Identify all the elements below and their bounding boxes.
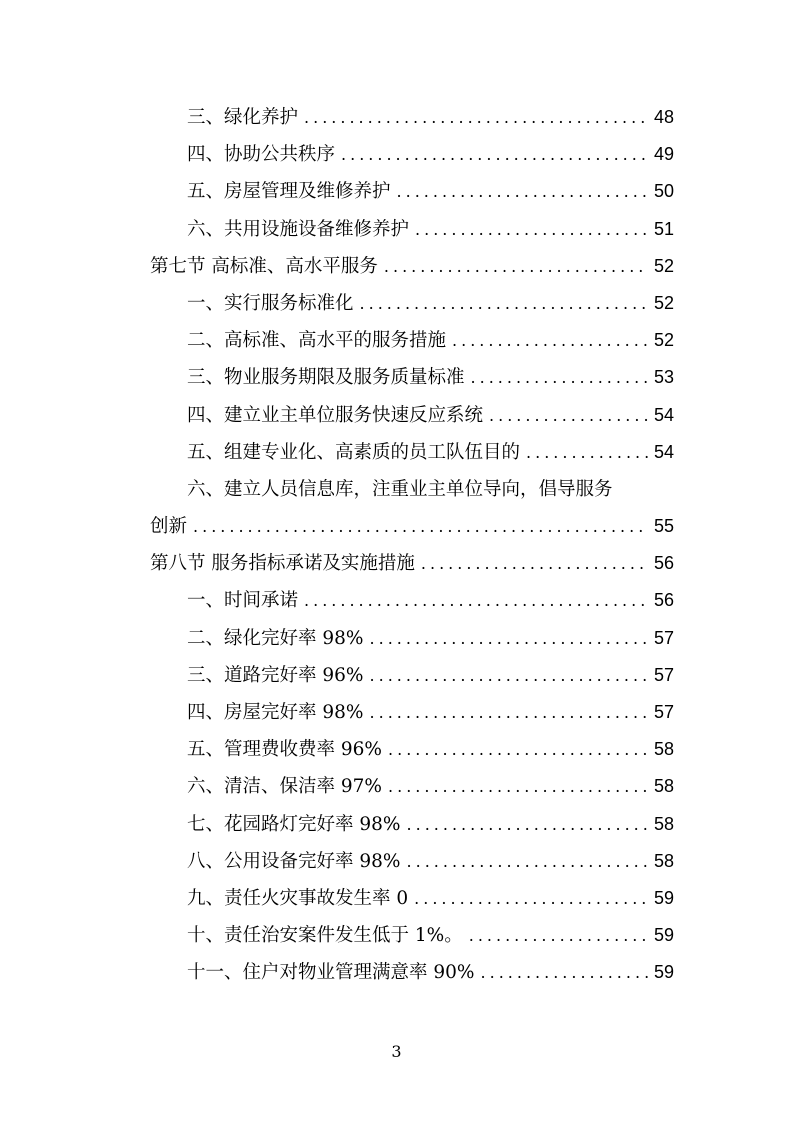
dot-leader (489, 397, 648, 434)
toc-entry-page: 58 (653, 739, 674, 760)
dot-leader (360, 285, 648, 322)
dot-leader (341, 136, 648, 173)
dot-leader (193, 508, 648, 545)
toc-entry-page: 54 (653, 404, 674, 425)
toc-entry-title: 三、物业服务期限及服务质量标准 (187, 367, 465, 389)
dot-leader (414, 880, 648, 917)
dot-leader (370, 694, 648, 731)
toc-entry[interactable] (150, 211, 674, 248)
toc-entry[interactable] (150, 285, 674, 322)
toc-entry-title: 一、实行服务标准化 (187, 292, 354, 314)
toc-entry[interactable] (150, 954, 674, 991)
toc-entry-title: 四、协助公共秩序 (187, 144, 336, 166)
toc-entry[interactable] (150, 806, 674, 843)
toc-entry[interactable] (150, 136, 674, 173)
toc-entry[interactable] (150, 397, 674, 434)
toc-entry-page: 53 (653, 367, 674, 388)
toc-entry-page: 58 (653, 776, 674, 797)
dot-leader (526, 434, 648, 471)
toc-entry-page: 57 (653, 664, 674, 685)
toc-entry[interactable] (150, 99, 674, 136)
toc-entry-page: 52 (653, 255, 674, 276)
toc-entry[interactable] (150, 471, 674, 545)
toc-entry-title: 四、建立业主单位服务快速反应系统 (187, 404, 484, 426)
toc-entry[interactable] (150, 843, 674, 880)
dot-leader (415, 211, 648, 248)
toc-entry-title: 三、绿化养护 (187, 107, 299, 128)
dot-leader (388, 731, 648, 768)
toc-entry-page: 50 (653, 181, 674, 202)
dot-leader (421, 545, 648, 582)
toc-entry-page: 57 (653, 627, 674, 648)
page-number: 3 (391, 1042, 402, 1061)
toc-entry-page: 52 (653, 330, 674, 351)
dot-leader (370, 657, 648, 694)
dot-leader (407, 806, 648, 843)
toc-entry-page: 49 (653, 144, 674, 165)
dot-leader (304, 582, 648, 619)
dot-leader (370, 620, 648, 657)
toc-entry-page: 59 (653, 962, 674, 983)
toc-entry-title: 二、高标准、高水平的服务措施 (187, 330, 447, 352)
toc-entry-page: 48 (653, 107, 674, 127)
toc-entry-title: 九、责任火灾事故发生率 0 (187, 887, 409, 909)
toc-entry-page: 56 (653, 590, 674, 611)
toc-entry-page: 59 (653, 887, 674, 908)
toc-entry-title: 一、时间承诺 (187, 590, 299, 612)
toc-entry[interactable] (150, 173, 674, 210)
dot-leader (388, 768, 648, 805)
toc-section-entry[interactable] (150, 545, 674, 582)
dot-leader (469, 917, 648, 954)
toc-section-entry[interactable] (150, 248, 674, 285)
dot-leader (471, 359, 648, 396)
toc-entry-page: 58 (653, 850, 674, 871)
toc-entry-page: 59 (653, 925, 674, 946)
toc-entry[interactable] (150, 322, 674, 359)
toc-entry-title: 三、道路完好率 96% (187, 664, 364, 686)
dot-leader (304, 99, 648, 136)
toc-entry-title: 四、房屋完好率 98% (187, 702, 364, 723)
toc-entry-title: 第七节 高标准、高水平服务 (150, 255, 378, 277)
toc-entry-page: 51 (653, 218, 674, 239)
toc-entry[interactable] (150, 620, 674, 657)
dot-leader (407, 843, 648, 880)
dot-leader (397, 173, 648, 210)
toc-entry-page: 58 (653, 813, 674, 834)
toc-entry-page: 55 (653, 516, 674, 537)
dot-leader (481, 954, 648, 991)
toc-entry-title: 七、花园路灯完好率 98% (187, 813, 401, 835)
toc-entry[interactable] (150, 768, 674, 805)
toc-entry[interactable] (150, 694, 674, 731)
toc-entry-page: 54 (653, 441, 674, 462)
toc-entry-page: 56 (653, 553, 674, 574)
toc-entry[interactable] (150, 582, 674, 619)
toc-entry-title: 第八节 服务指标承诺及实施措施 (150, 553, 415, 575)
toc-entry-title: 八、公用设备完好率 98% (187, 850, 401, 872)
toc-entry-title-continued: 创新 (150, 516, 188, 538)
toc-entry[interactable] (150, 359, 674, 396)
toc-entry[interactable] (150, 880, 674, 917)
toc-entry-title: 五、房屋管理及维修养护 (187, 181, 391, 203)
toc-entry-title: 六、共用设施设备维修养护 (187, 218, 410, 240)
toc-entry-title: 五、组建专业化、高素质的员工队伍目的 (187, 441, 521, 463)
toc-entry-page: 57 (653, 702, 674, 722)
toc-entry-title: 六、清洁、保洁率 97% (187, 776, 383, 798)
table-of-contents (150, 99, 674, 992)
toc-entry-title: 二、绿化完好率 98% (187, 627, 364, 649)
toc-entry[interactable] (150, 917, 674, 954)
toc-entry[interactable] (150, 434, 674, 471)
toc-entry[interactable] (150, 731, 674, 768)
dot-leader (384, 248, 648, 285)
dot-leader (452, 322, 648, 359)
toc-entry-title: 十一、住户对物业管理满意率 90% (187, 962, 475, 984)
toc-entry-page: 52 (653, 292, 674, 313)
toc-entry-title: 六、建立人员信息库，注重业主单位导向，倡导服务 (187, 478, 613, 500)
toc-entry-title: 五、管理费收费率 96% (187, 739, 383, 761)
toc-entry[interactable] (150, 657, 674, 694)
toc-entry-title: 十、责任治安案件发生低于 1%。 (187, 925, 463, 947)
